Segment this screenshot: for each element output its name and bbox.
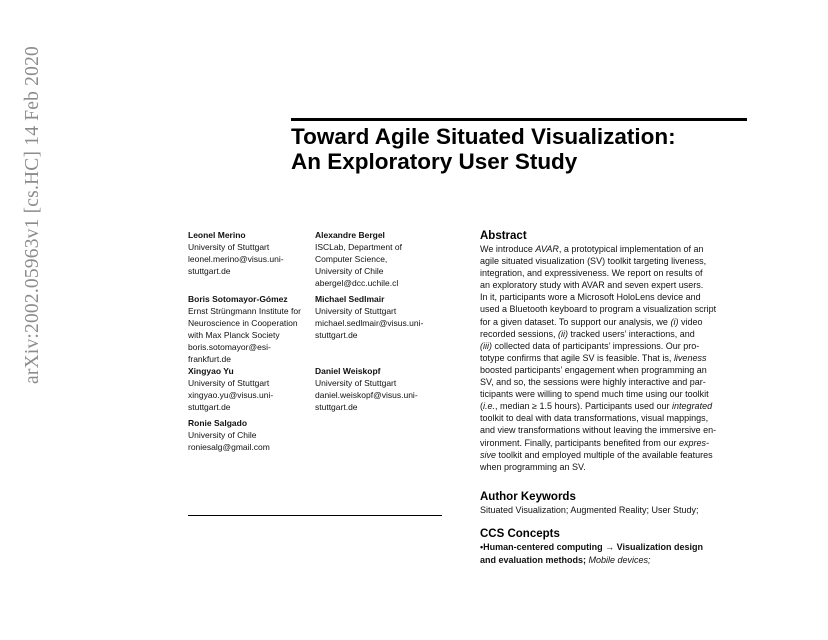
emphasis: liveness bbox=[673, 352, 707, 363]
author-affiliation-line: University of Stuttgart bbox=[188, 242, 270, 252]
author-affiliation-line: abergel@dcc.uchile.cl bbox=[315, 278, 399, 288]
author-affiliation-line: roniesalg@gmail.com bbox=[188, 442, 270, 452]
abstract-line: In it, participants wore a Microsoft HoloLens device and bbox=[480, 292, 701, 303]
emphasis: (ii) bbox=[558, 328, 569, 339]
footnote-rule bbox=[188, 515, 442, 516]
abstract-line: toolkit to deal with data transformations, visual mappings, bbox=[480, 413, 709, 424]
author-affiliation-line: michael.sedlmair@visus.uni- bbox=[315, 318, 424, 328]
emphasis: (iii) bbox=[480, 340, 492, 351]
emphasis: sive bbox=[480, 449, 497, 460]
ccs-text bbox=[480, 541, 703, 566]
abstract-line: SV, and so, the sessions were highly interactive and par- bbox=[480, 377, 706, 388]
author-block bbox=[188, 417, 270, 453]
author-affiliation-line: Computer Science, bbox=[315, 254, 388, 264]
abstract-heading: Abstract bbox=[480, 230, 527, 242]
author-affiliation-line: University of Chile bbox=[188, 430, 257, 440]
author-block bbox=[188, 365, 273, 413]
author-affiliation-line: University of Stuttgart bbox=[188, 378, 270, 388]
abstract-section bbox=[480, 229, 735, 473]
author-affiliation-line: frankfurt.de bbox=[188, 354, 231, 364]
abstract-line: for a given dataset. To support our analysis, we (i) video bbox=[480, 316, 703, 327]
abstract-line: (iii) collected data of participants’ impressions. Our pro- bbox=[480, 340, 700, 351]
author-affiliation-line: University of Stuttgart bbox=[315, 378, 397, 388]
author-affiliation-line: Neuroscience in Cooperation bbox=[188, 318, 298, 328]
abstract-line: sive toolkit and employed multiple of the available features bbox=[480, 449, 713, 460]
abstract-line: integration, and expressiveness. We report on results of bbox=[480, 268, 703, 279]
author-name: Xingyao Yu bbox=[188, 366, 234, 376]
arxiv-stamp: arXiv:2002.05963v1 [cs.HC] 14 Feb 2020 bbox=[22, 46, 43, 384]
abstract-line: ticipants were willing to spend much time using our toolkit bbox=[480, 389, 709, 400]
emphasis: AVAR bbox=[535, 244, 559, 254]
author-affiliation-line: stuttgart.de bbox=[188, 402, 231, 412]
author-affiliation-line: ISCLab, Department of bbox=[315, 242, 402, 252]
paper-title bbox=[291, 124, 751, 174]
author-affiliation-line: stuttgart.de bbox=[315, 402, 358, 412]
author-affiliation-line: Ernst Strüngmann Institute for bbox=[188, 306, 301, 316]
author-name: Alexandre Bergel bbox=[315, 230, 385, 240]
keywords-heading: Author Keywords bbox=[480, 491, 576, 503]
abstract-line: vironment. Finally, participants benefited from our expres- bbox=[480, 437, 709, 448]
title-line-1: Toward Agile Situated Visualization: bbox=[291, 124, 676, 149]
author-name: Ronie Salgado bbox=[188, 418, 248, 428]
keywords-text: Situated Visualization; Augmented Reality; User Study; bbox=[480, 505, 699, 515]
ccs-line-2-bold: and evaluation methods; bbox=[480, 554, 587, 565]
abstract-line: when programming an SV. bbox=[480, 461, 586, 472]
author-affiliation-line: with Max Planck Society bbox=[188, 330, 280, 340]
title-rule bbox=[291, 118, 747, 121]
author-block bbox=[315, 365, 418, 413]
author-name: Michael Sedlmair bbox=[315, 294, 385, 304]
author-block bbox=[315, 293, 423, 341]
author-affiliation-line: xingyao.yu@visus.uni- bbox=[188, 390, 274, 400]
abstract-line: boosted participants’ engagement when programming an bbox=[480, 364, 707, 375]
ccs-heading: CCS Concepts bbox=[480, 528, 560, 540]
abstract-line: and view transformations without leaving the immersive en- bbox=[480, 425, 717, 436]
emphasis: expres- bbox=[678, 437, 709, 448]
author-affiliation-line: stuttgart.de bbox=[315, 330, 358, 340]
author-block bbox=[315, 229, 402, 289]
abstract-line: totype confirms that agile SV is feasible. That is, liveness bbox=[480, 352, 707, 363]
abstract-line: (i.e., median ≥ 1.5 hours). Participants used our integrated bbox=[480, 401, 713, 412]
abstract-body bbox=[480, 243, 735, 473]
ccs-line-1: •Human-centered computing → Visualization design bbox=[480, 542, 704, 552]
author-affiliation-line: daniel.weiskopf@visus.uni- bbox=[315, 390, 418, 400]
author-name: Boris Sotomayor-Gómez bbox=[188, 294, 288, 304]
author-affiliation-line: University of Stuttgart bbox=[315, 306, 397, 316]
emphasis: i.e. bbox=[483, 401, 496, 412]
author-affiliation-line: stuttgart.de bbox=[188, 266, 231, 276]
author-affiliation-line: University of Chile bbox=[315, 266, 384, 276]
abstract-line: agile situated visualization (SV) toolkit targeting liveness, bbox=[480, 256, 707, 267]
abstract-line: an exploratory study with AVAR and seven expert users. bbox=[480, 280, 704, 291]
author-affiliation-line: leonel.merino@visus.uni- bbox=[188, 254, 284, 264]
author-block bbox=[188, 293, 301, 365]
abstract-line: used a Bluetooth keyboard to program a visualization script bbox=[480, 304, 717, 315]
ccs-line-2-italic: Mobile devices; bbox=[588, 554, 651, 565]
abstract-line: recorded sessions, (ii) tracked users’ interactions, and bbox=[480, 328, 695, 339]
author-block bbox=[188, 229, 284, 277]
author-name: Daniel Weiskopf bbox=[315, 366, 381, 376]
author-affiliation-line: boris.sotomayor@esi- bbox=[188, 342, 271, 352]
title-line-2: An Exploratory User Study bbox=[291, 149, 578, 174]
abstract-line: We introduce AVAR, a prototypical implementation of an bbox=[480, 244, 704, 254]
emphasis: integrated bbox=[672, 401, 713, 412]
author-name: Leonel Merino bbox=[188, 230, 246, 240]
emphasis: (i) bbox=[670, 316, 679, 327]
